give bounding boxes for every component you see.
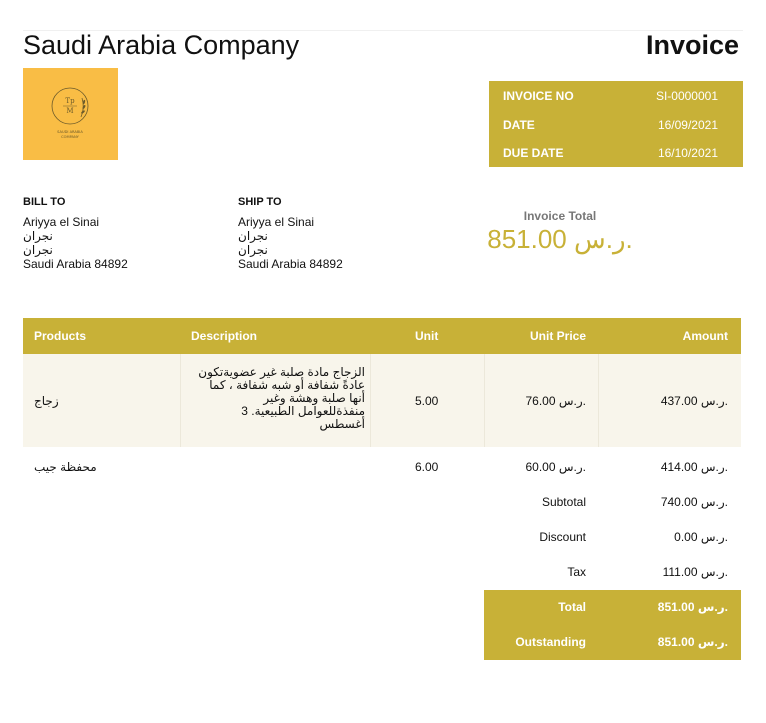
ship-to-line3: Saudi Arabia 84892 [238,257,343,271]
header-unit-price: Unit Price [529,329,586,343]
discount-label: Discount [539,530,586,544]
bill-to-heading: BILL TO [23,196,66,208]
subtotal-row [23,485,741,520]
tax-label: Tax [567,565,586,579]
subtotal-label: Subtotal [541,495,586,509]
invoice-total-amount: 851.00 ر.س. [487,224,633,254]
total-label: Total [558,600,586,614]
outstanding-value: 851.00 ر.س. [657,635,728,649]
row-unit-price: 60.00 ر.س. [525,460,586,474]
ship-to-name: Ariyya el Sinai [238,215,315,229]
row-amount: 414.00 ر.س. [660,460,728,474]
invoice-no-row [489,82,743,110]
bill-to-line3: Saudi Arabia 84892 [23,257,128,271]
invoice-no-label: INVOICE NO [503,89,574,103]
ship-to-heading: SHIP TO [238,196,282,208]
due-date-label: DUE DATE [503,146,564,160]
outstanding-row [23,625,741,660]
row-unit: 5.00 [415,394,439,408]
logo-text-line1: SAUDI ARABIA [57,130,83,134]
bill-to-line2: نجران [23,243,53,257]
header-products: Products [34,329,87,343]
date-row [489,111,743,139]
date-value: 16/09/2021 [657,118,718,132]
table-header [23,318,741,354]
invoice-total-block [480,209,640,255]
header-unit: Unit [415,329,439,343]
invoice-meta-box [489,81,743,167]
total-row [23,590,741,625]
invoice-total-label: Invoice Total [523,209,597,223]
logo-monogram-bottom: M [66,107,74,115]
ship-to-line1: نجران [238,229,268,243]
row-description: الزجاج مادة صلبة غير عضويةتكون عادةً شفافة أو شبه شفافة ، كما أنها صلبة وهشة وغير منفذةللعوامل الطبيعية. 3 أغسطس [198,365,365,431]
ship-to-line2: نجران [238,243,268,257]
tax-value: 111.00 ر.س. [662,565,728,579]
company-logo [23,68,118,160]
invoice-no-value: SI-0000001 [655,89,718,103]
logo-emblem-icon [23,68,118,160]
table-row [23,354,741,447]
total-value: 851.00 ر.س. [657,600,728,614]
tax-row [23,555,741,590]
row-amount: 437.00 ر.س. [660,394,728,408]
logo-monogram-top: Tp [65,97,75,105]
discount-row [23,520,741,555]
ship-to-block [238,195,343,271]
discount-value: 0.00 ر.س. [674,530,728,544]
due-date-value: 16/10/2021 [657,146,718,160]
row-unit: 6.00 [415,460,439,474]
line-items-table [23,318,741,487]
due-date-row [489,139,743,167]
table-row [23,447,741,487]
logo-text-line2: COMPANY [61,135,79,139]
document-title: Invoice [645,30,739,60]
row-product: محفظة جيب [34,460,97,474]
company-name: Saudi Arabia Company [23,30,300,60]
bill-to-name: Ariyya el Sinai [23,215,100,229]
subtotal-value: 740.00 ر.س. [660,495,728,509]
row-product: زجاج [34,394,59,408]
date-label: DATE [503,118,535,132]
row-unit-price: 76.00 ر.س. [525,394,586,408]
bill-to-line1: نجران [23,229,53,243]
bill-to-block [23,195,128,271]
header-amount: Amount [682,329,728,343]
header-description: Description [191,329,258,343]
outstanding-label: Outstanding [515,635,586,649]
